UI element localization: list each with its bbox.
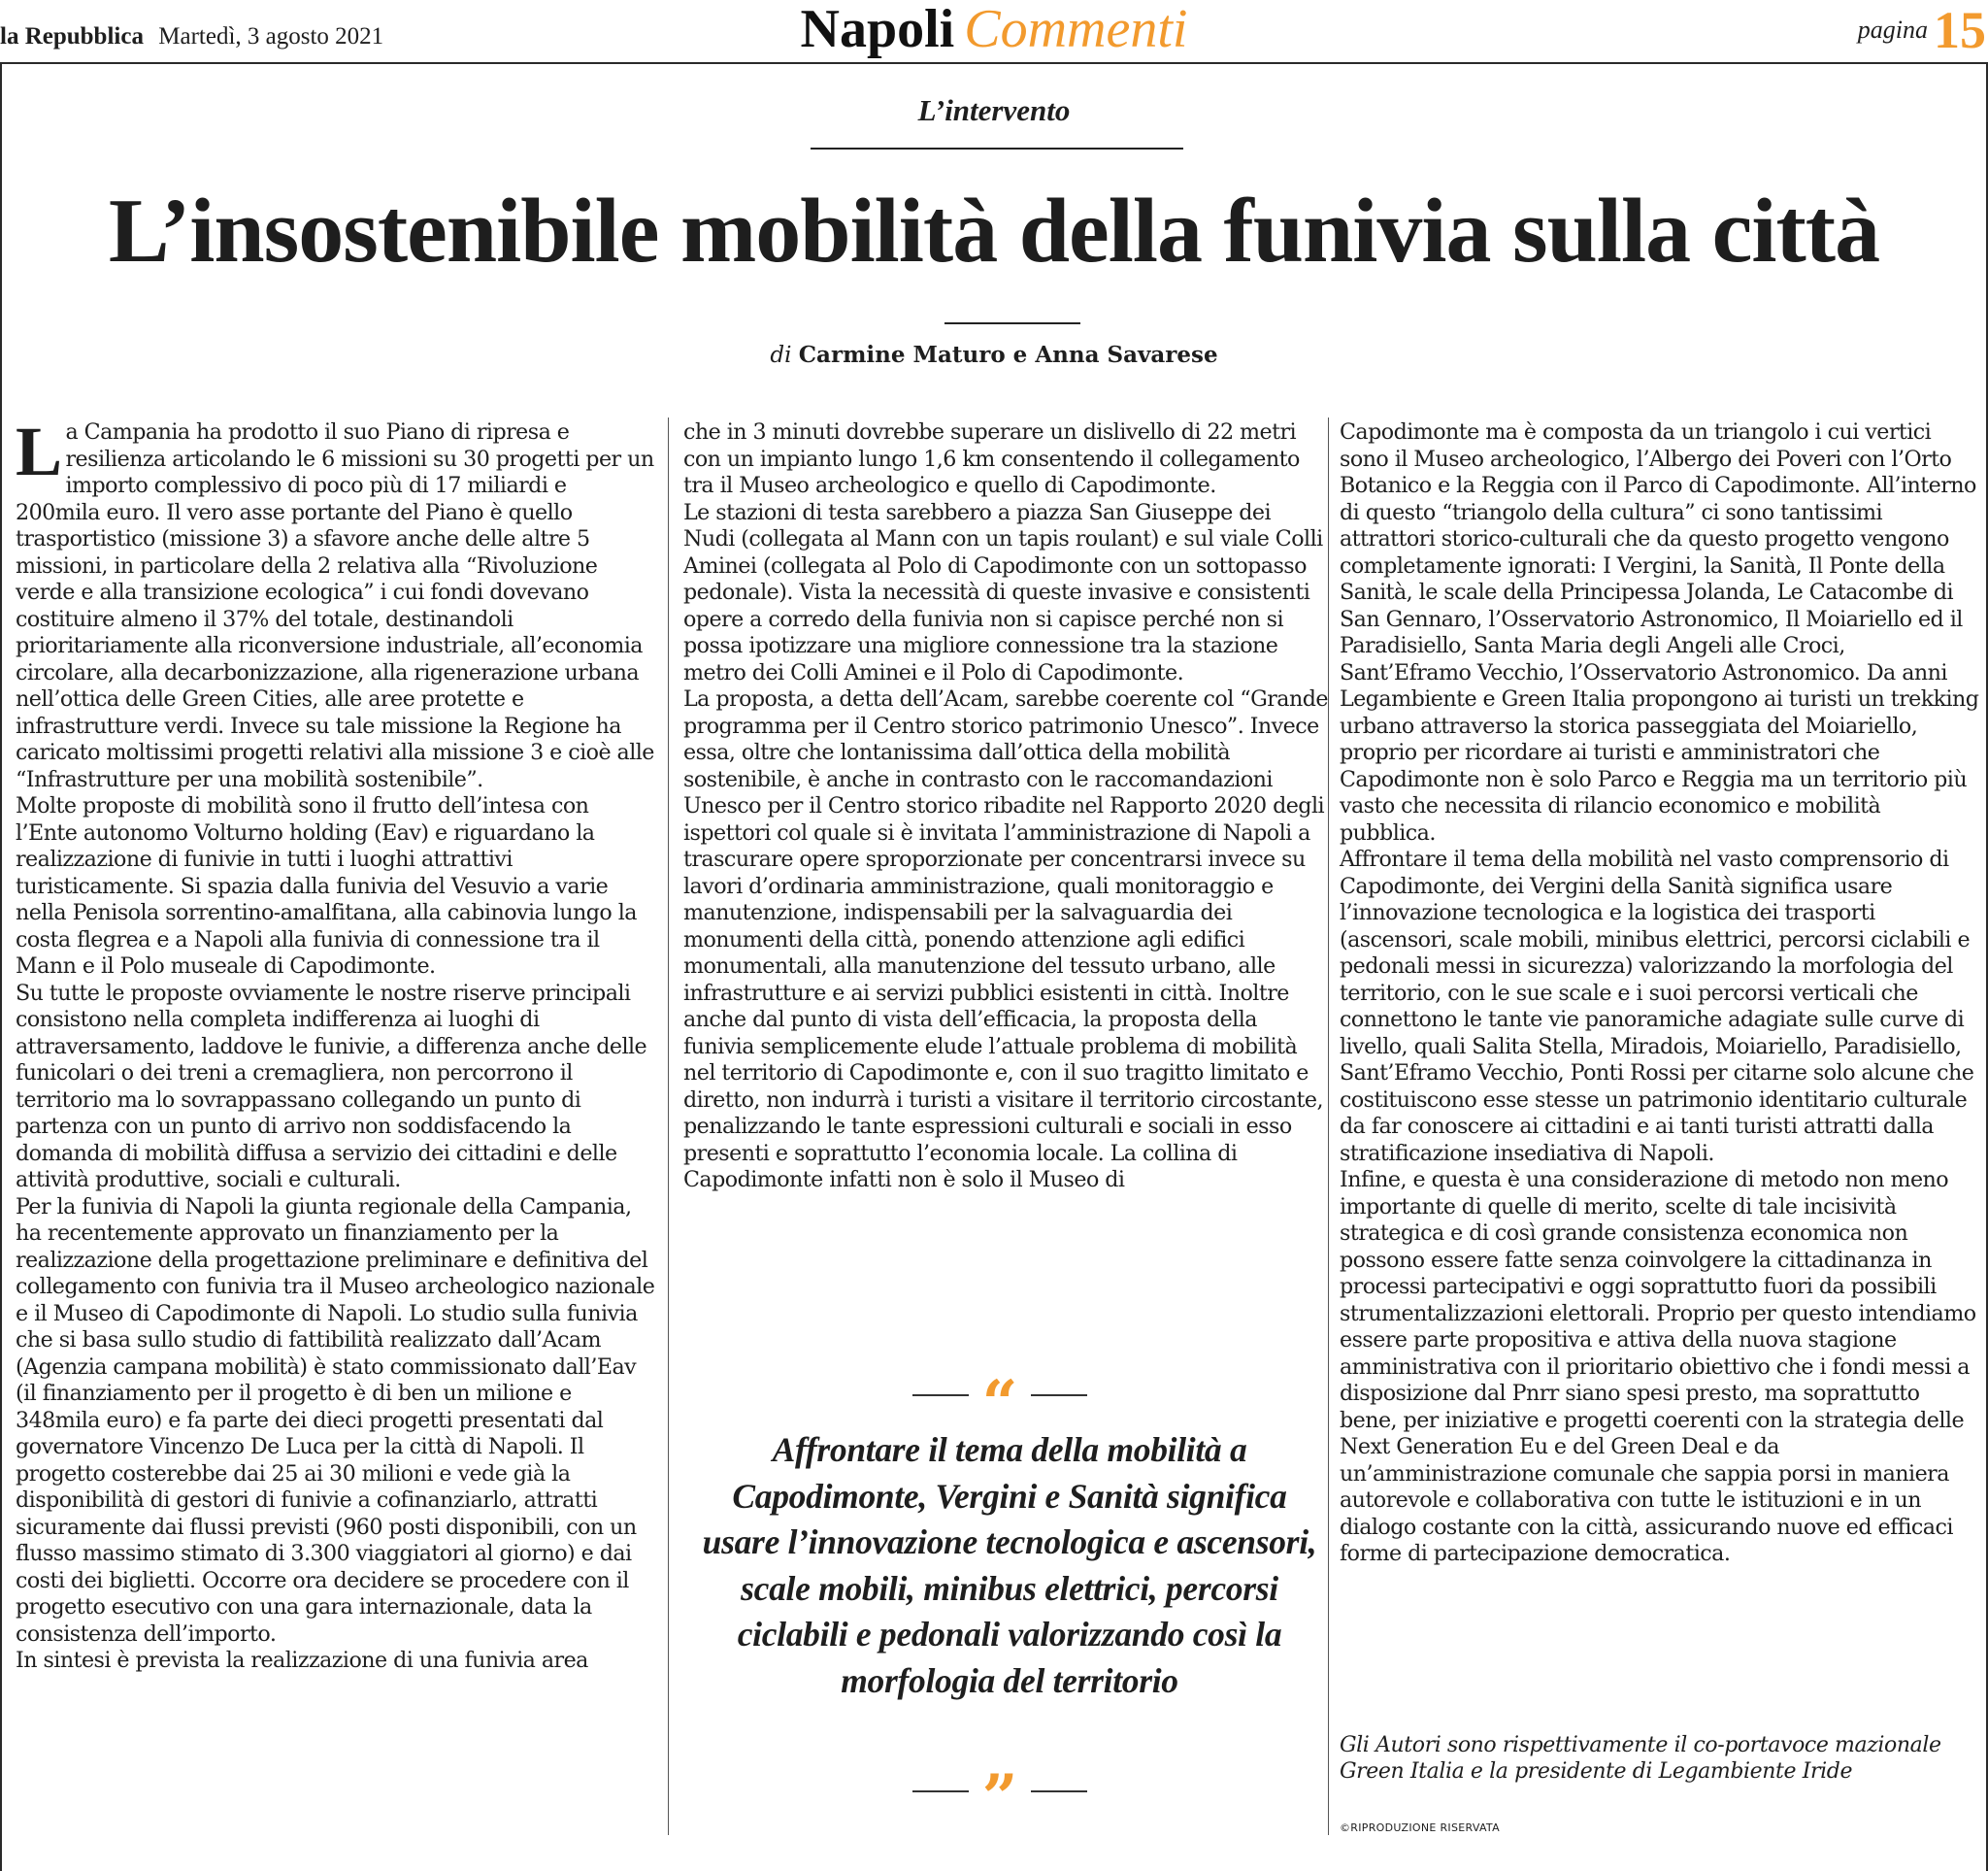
section-title: [0, 0, 1988, 58]
pullquote-close: [912, 1761, 1087, 1834]
paragraph: Su tutte le proposte ovviamente le nostre riserve principali consistono nella completa indifferenza ai luoghi di attraversamento, laddove le funivie, a differenza anche delle funicolari o dei treni a cremagliera, non percorrono il territorio ma lo sovrappassano collegando un punto di partenza con un punto di arrivo non soddisfacendo la domanda di mobilità diffusa a servizio dei cittadini e delle attività produttive, sociali e culturali.: [16, 980, 647, 1192]
subsection-name: Commenti: [964, 0, 1188, 59]
headline: L’insostenibile mobilità della funivia sulla città: [108, 181, 1880, 282]
open-quote-icon: “: [981, 1367, 1018, 1440]
issue-date: Martedì, 3 agosto 2021: [158, 23, 384, 50]
newspaper-name: la Repubblica: [0, 23, 144, 50]
paragraph: [16, 413, 656, 793]
paragraph: Affrontare il tema della mobilità nel vasto comprensorio di Capodimonte, dei Vergini della Sanità significa usare l’innovazione tecnologica e la logistica dei trasporti (ascensori, scale mobili, minibus elettrici, percorsi ciclabili e pedonali messi in sicurezza) valorizzando la morfologia del territorio, con le sue scale e i suoi percorsi verticali che connettono le tante vie panoramiche adagiate sulle curve di livello, quali Salita Stella, Miradois, Moiariello, Paradisiello, Sant’Eframo Vecchio, Ponti Rossi per citarne solo alcune che costituiscono esse stesse un patrimonio identitario culturale da far conoscere ai cittadini e ai tanti turisti attratti dalla stratificazione insediativa di Napoli.: [1340, 847, 1974, 1166]
authors-note: Gli Autori sono rispettivamente il co-portavoce mazionale Green Italia e la presidente di Legambiente Iride: [1340, 1733, 1941, 1784]
byline-authors: Carmine Maturo e Anna Savarese: [798, 342, 1218, 368]
column-divider: [1328, 418, 1329, 1835]
pullquote: Affrontare il tema della mobilità a Capodimonte, Vergini e Sanità significa usare l’innovazione tecnologica e ascensori, scale mobili, minibus elettrici, percorsi ciclabili e pedonali valorizzando così la morfologia del territorio: [702, 1430, 1317, 1700]
paragraph: Per la funivia di Napoli la giunta regionale della Campania, ha recentemente approvato un finanziamento per la realizzazione della progettazione preliminare e definitiva del collegamento con funivia tra il Museo archeologico nazionale e il Museo di Capodimonte di Napoli. Lo studio sulla funivia che si basa sullo studio di fattibilità realizzato dall’Acam (Agenzia campana mobilità) è stato commissionato dall’Eav (il finanziamento per il progetto è di ben un milione e 348mila euro) e fa parte dei dieci progetti presentati dal governatore Vincenzo De Luca per la città di Napoli. Il progetto costerebbe dai 25 ai 30 milioni e vede già la disponibilità di gestori di funivie a cofinanziarlo, attratti sicuramente dai flussi previsti (960 posti disponibili, con un flusso massimo stimato di 3.300 viaggiatori al giorno) e dai costi dei biglietti. Occorre ora decidere se procedere con il progetto esecutivo con una gara internazionale, data la consistenza dell’importo.: [16, 1193, 655, 1647]
headline-rule: [944, 322, 1080, 324]
kicker-rule: [811, 148, 1183, 150]
section-name: Napoli: [800, 0, 955, 59]
article-column-2: [683, 419, 1328, 1194]
paragraph-text: a Campania ha prodotto il suo Piano di ripresa e resilienza articolando le 6 missioni su 30 progetti per un importo complessivo di poco più di 17 miliardi e 200mila euro. Il vero asse portante del Piano è quello trasportistico (missione 3) a sfavore anche delle altre 5 missioni, in particolare della 2 relativa alla “Rivoluzione verde e alla transizione ecologica” i cui fondi dovevano costituire almeno il 37% del totale, destinandoli prioritariamente alla riconversione industriale, all’economia circolare, alla decarbonizzazione, alla rigenerazione urbana nell’ottica delle Green Cities, alle aree protette e infrastrutture verdi. Invece su tale missione la Regione ha caricato moltissimi progetti relativi alla missione 3 e cioè alle “Infrastrutture per una mobilità sostenibile”.: [16, 419, 654, 792]
byline: [0, 342, 1988, 368]
paragraph: che in 3 minuti dovrebbe superare un dislivello di 22 metri con un impianto lungo 1,6 km consentendo il collegamento tra il Museo archeologico e quello di Capodimonte.: [683, 419, 1300, 498]
kicker: L’intervento: [917, 93, 1071, 127]
paragraph: In sintesi è prevista la realizzazione di una funivia area: [16, 1648, 588, 1673]
drop-cap: L: [16, 413, 62, 490]
column-divider: [668, 418, 669, 1835]
page-label: pagina: [1857, 16, 1928, 44]
article-column-1: [16, 413, 656, 1675]
byline-prefix: di: [770, 343, 792, 368]
copyright-notice: ©RIPRODUZIONE RISERVATA: [1340, 1821, 1500, 1834]
masthead: [0, 0, 1988, 62]
paragraph: Infine, e questa è una considerazione di metodo non meno importante di quelle di merito, scelte di tale incisività strategica e di così grande consistenza economica non possono essere fatte senza coinvolgere la cittadinanza in processi partecipativi e oggi soprattutto fuori da possibili strumentalizzazioni elettorali. Proprio per questo intendiamo essere parte propositiva e attiva della nuova stagione amministrativa con il prioritario obiettivo che i fondi messi a disposizione dal Pnrr siano spesi presto, ma soprattutto bene, per iniziative e progetti coerenti con la strategia delle Next Generation Eu e del Green Deal e da un’amministrazione comunale che sappia porsi in maniera autorevole e collaborativa con tutte le istituzioni e in un dialogo costante con la città, assicurando nuove ed efficaci forme di partecipazione democratica.: [1340, 1167, 1976, 1566]
paragraph: Capodimonte ma è composta da un triangolo i cui vertici sono il Museo archeologico, l’Albergo dei Poveri con l’Orto Botanico e la Reggia con il Parco di Capodimonte. All’interno di questo “triangolo della cultura” ci sono tantissimi attrattori storico-culturali che da questo progetto vengono completamente ignorati: I Vergini, la Sanità, Il Ponte della Sanità, le scale della Principessa Jolanda, Le Catacombe di San Gennaro, l’Osservatorio Astronomico, Il Moiariello ed il Paradisiello, Santa Maria degli Angeli alle Croci, Sant’Eframo Vecchio, l’Osservatorio Astronomico. Da anni Legambiente e Green Italia propongono ai turisti un trekking urbano attraverso la storica passeggiata del Moiariello, proprio per ricordare ai turisti e amministratori che Capodimonte non è solo Parco e Reggia ma un territorio più vasto che necessita di rilancio economico e mobilità pubblica.: [1340, 419, 1979, 846]
article-column-3: [1340, 419, 1980, 1568]
close-quote-icon: ”: [981, 1761, 1018, 1834]
paragraph: La proposta, a detta dell’Acam, sarebbe coerente col “Grande programma per il Centro storico patrimonio Unesco”. Invece essa, oltre che lontanissima dall’ottica della mobilità sostenibile, è anche in contrasto con le raccomandazioni Unesco per il Centro storico ribadite nel Rapporto 2020 degli ispettori col quale si è invitata l’amministrazione di Napoli a trascurare opere sproporzionate per concentrarsi invece su lavori d’ordinaria amministrazione, quali monitoraggio e manutenzione, indispensabili per la salvaguardia dei monumenti della città, ponendo attenzione agli edifici monumentali, alla manutenzione del tessuto urbano, alle infrastrutture e ai servizi pubblici esistenti in città. Inoltre anche dal punto di vista dell’efficacia, la proposta della funivia semplicemente elude l’attuale problema di mobilità nel territorio di Capodimonte e, con il suo tragitto limitato e diretto, non indurrà i turisti a visitare il territorio circostante, penalizzando le tante espressioni culturali e sociali in esso presenti e soprattutto l’economia locale. La collina di Capodimonte infatti non è solo il Museo di: [683, 686, 1328, 1192]
paragraph: Le stazioni di testa sarebbero a piazza San Giuseppe dei Nudi (collegata al Mann con un tapis roulant) e sul viale Colli Aminei (collegata al Polo di Capodimonte con un sottopasso pedonale). Vista la necessità di queste invasive e consistenti opere a corredo della funivia non si capisce perché non si possa ipotizzare una migliore connessione tra la stazione metro dei Colli Aminei e il Polo di Capodimonte.: [683, 499, 1323, 685]
pullquote-open: [912, 1367, 1087, 1440]
page-indicator: [1858, 0, 1986, 60]
paragraph: Molte proposte di mobilità sono il frutto dell’intesa con l’Ente autonomo Volturno holding (Eav) e riguardano la realizzazione di funivie in tutti i luoghi attrattivi turisticamente. Si spazia dalla funivia del Vesuvio a varie nella Penisola sorrentino-amalfitana, alla cabinovia lungo la costa flegrea e a Napoli alla funivia di connessione tra il Mann e il Polo museale di Capodimonte.: [16, 793, 637, 979]
page-number: 15: [1934, 1, 1986, 59]
